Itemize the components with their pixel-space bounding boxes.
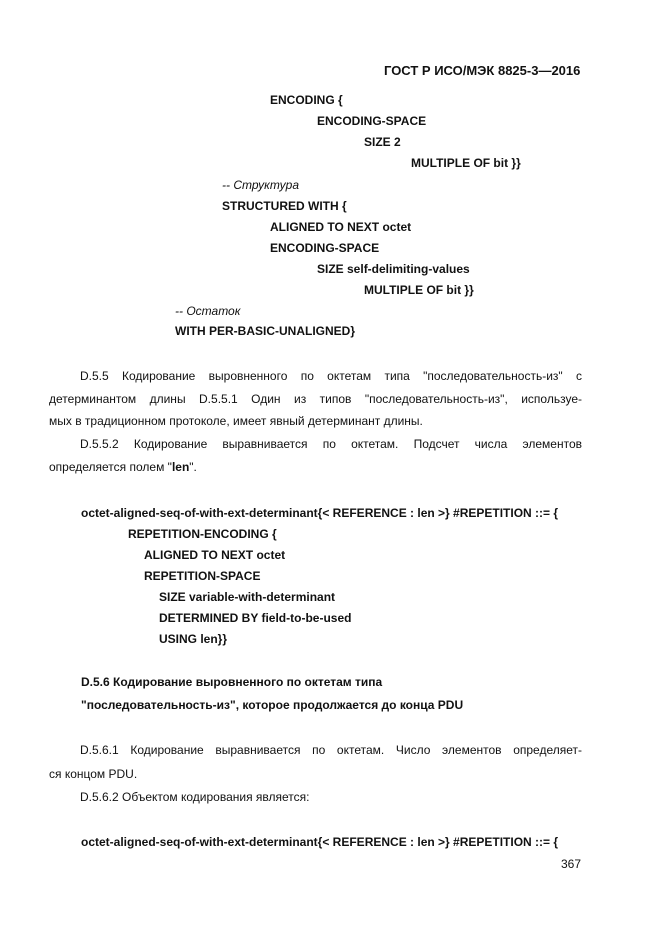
paragraph-line: D.5.6.1 Кодирование выравнивается по октетам. Число элементов определяет- xyxy=(80,743,582,757)
paragraph-line: D.5.6.2 Объектом кодирования является: xyxy=(80,790,310,804)
paragraph-line: мых в традиционном протоколе, имеет явный детерминант длины. xyxy=(49,414,423,428)
paragraph-line: ся концом PDU. xyxy=(49,767,138,781)
paragraph-line: D.5.5.2 Кодирование выравнивается по октетам. Подсчет числа элементов xyxy=(80,437,582,451)
paragraph-text: определяется полем " xyxy=(49,460,172,474)
code-line: DETERMINED BY field-to-be-used xyxy=(159,611,352,625)
code-line: SIZE variable-with-determinant xyxy=(159,590,336,604)
code-line: REPETITION-SPACE xyxy=(144,569,261,583)
code-line: ALIGNED TO NEXT octet xyxy=(270,220,412,234)
code-comment: -- Остаток xyxy=(175,304,241,318)
code-line: WITH PER-BASIC-UNALIGNED} xyxy=(175,324,355,338)
code-line: REPETITION-ENCODING { xyxy=(128,527,277,541)
heading-line: D.5.6 Кодирование выровненного по октетам типа xyxy=(81,675,383,689)
code-line: STRUCTURED WITH { xyxy=(222,199,347,213)
code-line: USING len}} xyxy=(159,632,228,646)
code-line: octet-aligned-seq-of-with-ext-determinant{< REFERENCE : len >} #REPETITION ::= { xyxy=(81,835,559,849)
code-line: MULTIPLE OF bit }} xyxy=(364,283,474,297)
code-line: SIZE 2 xyxy=(364,135,401,149)
code-line: ENCODING-SPACE xyxy=(317,114,427,128)
code-line: ENCODING { xyxy=(270,93,343,107)
heading-line: "последовательность-из", которое продолжается до конца PDU xyxy=(81,698,464,712)
code-line: ENCODING-SPACE xyxy=(270,241,380,255)
code-comment: -- Структура xyxy=(222,178,300,192)
field-name-len: len xyxy=(171,460,190,474)
paragraph-text: ". xyxy=(189,460,197,474)
paragraph-line: детерминантом длины D.5.5.1 Один из типов "последовательность-из", используе- xyxy=(49,392,582,406)
standard-code-header: ГОСТ Р ИСО/МЭК 8825-3—2016 xyxy=(384,63,581,78)
page-number: 367 xyxy=(561,857,582,871)
paragraph-line xyxy=(49,460,197,474)
code-line: MULTIPLE OF bit }} xyxy=(411,156,521,170)
code-line: ALIGNED TO NEXT octet xyxy=(144,548,286,562)
paragraph-line: D.5.5 Кодирование выровненного по октетам типа "последовательность-из" с xyxy=(80,369,582,383)
code-line: octet-aligned-seq-of-with-ext-determinant{< REFERENCE : len >} #REPETITION ::= { xyxy=(81,506,559,520)
code-line: SIZE self-delimiting-values xyxy=(317,262,470,276)
